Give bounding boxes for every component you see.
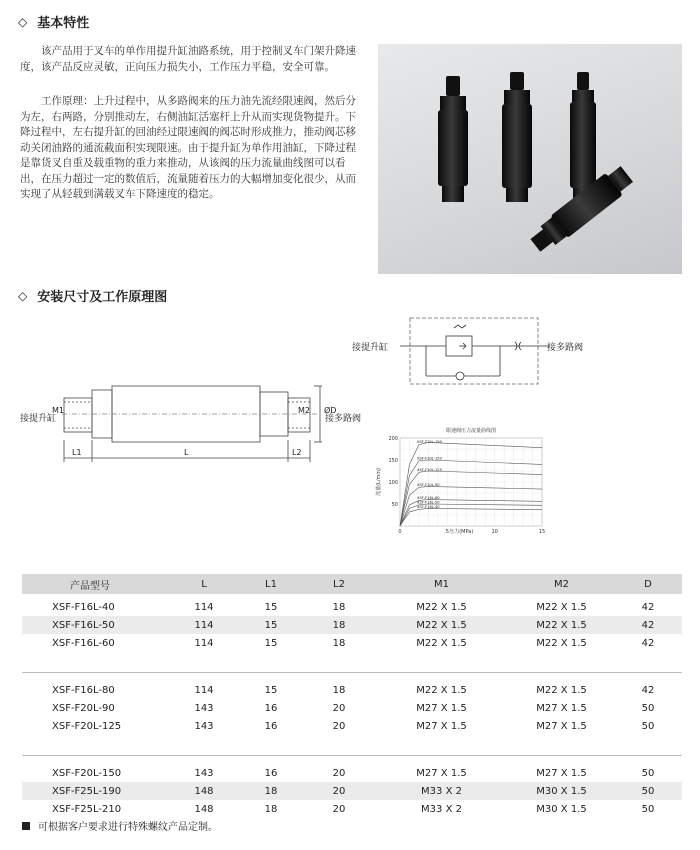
series-label: XSF-F20L-150	[417, 456, 442, 461]
x-axis-label: 压力(MPa)	[449, 529, 474, 535]
y-tick-label: 50	[391, 502, 398, 508]
x-tick-label: 15	[538, 529, 546, 535]
valve-1	[438, 76, 468, 202]
table-row: XSF-F20L-150 143 16 20 M27 X 1.5 M27 X 1.5 50	[52, 767, 655, 779]
table-row: XSF-F20L-125 143 16 20 M27 X 1.5 M27 X 1.5 50	[52, 720, 655, 732]
series-label: XSF-F16L-50	[417, 500, 440, 505]
schematic-left-port: 接提升缸	[352, 343, 389, 353]
x-tick-label: 0	[398, 529, 402, 535]
series-label: XSF-F25L-190	[417, 440, 442, 445]
col-d: D	[644, 578, 652, 590]
y-tick-label: 150	[388, 458, 398, 464]
drawing-left-port: 接提升缸	[20, 414, 57, 424]
hydraulic-schematic	[400, 314, 550, 388]
dim-l: L	[184, 448, 189, 457]
table-row: XSF-F16L-60 114 15 18 M22 X 1.5 M22 X 1.5 42	[52, 637, 655, 649]
diamond-icon: ◇	[18, 288, 28, 303]
dim-od: ØD	[324, 406, 337, 415]
series-label: XSF-F20L-125	[417, 467, 442, 472]
dim-l1: L1	[72, 448, 82, 457]
note-text: 可根据客户要求进行特殊螺纹产品定制。	[38, 822, 218, 833]
drawing-right-port: 接多路阀	[325, 414, 362, 424]
valve-2	[502, 72, 532, 202]
section-dimension-header	[18, 286, 167, 305]
diamond-icon: ◇	[18, 14, 28, 29]
y-tick-label: 100	[388, 480, 398, 486]
series-label: XSF-F16L-40	[417, 504, 440, 509]
section-title: 安装尺寸及工作原理图	[37, 290, 168, 305]
series-label: XSF-F16L-60	[417, 495, 440, 500]
section-title: 基本特性	[37, 16, 90, 31]
section-basic-header	[18, 12, 89, 31]
table-header	[22, 574, 682, 594]
schematic-right-port: 接多路阀	[547, 343, 584, 353]
table-row: XSF-F16L-80 114 15 18 M22 X 1.5 M22 X 1.5 42	[52, 684, 655, 696]
col-l1: L1	[265, 578, 277, 590]
col-m2: M2	[554, 578, 569, 590]
pressure-flow-chart	[372, 422, 552, 550]
table-row: XSF-F25L-190 148 18 20 M33 X 2 M30 X 1.5 50	[22, 782, 682, 800]
custom-note	[22, 818, 218, 833]
dim-m1: M1	[52, 406, 64, 415]
chart-title: 限速阀压力流量曲线图	[445, 428, 497, 434]
square-bullet-icon	[22, 822, 30, 830]
principle-paragraph: 工作原理：上升过程中，从多路阀来的压力油先流经限速阀，然后分为左，右两路，分别推动左，右侧油缸活塞杆上升从而实现货物提升。下降过程中，左右提升缸的回油经过限速阀的阀芯时形成推力，推动阀芯移动关闭油路的通流截面积实现限速。由于提升缸为单作用油缸，下降过程是靠货叉自重及载重物的重力来推动，从该阀的压力流量曲线图可以看出，在压力超过一定的数值后，流量随着压力的大幅增加变化很少，从而实现了从轻载到满载叉车下降速度的稳定。	[20, 95, 356, 200]
dim-m2: M2	[298, 406, 310, 415]
valve-3	[570, 72, 596, 202]
product-photo	[378, 44, 682, 274]
x-tick-label: 5	[445, 529, 449, 535]
x-tick-label: 10	[491, 529, 498, 535]
table-row: XSF-F20L-90 143 16 20 M27 X 1.5 M27 X 1.5 50	[52, 702, 655, 714]
col-model: 产品型号	[70, 580, 110, 592]
col-l2: L2	[333, 578, 345, 590]
spec-table	[22, 574, 682, 818]
table-row: XSF-F25L-210 148 18 20 M33 X 2 M30 X 1.5 50	[52, 803, 655, 815]
y-tick-label: 200	[388, 436, 398, 442]
dim-l2: L2	[292, 448, 302, 457]
intro-paragraph: 该产品用于叉车的单作用提升缸油路系统，用于控制叉车门架升降速度，该产品反应灵敏，正向压力损失小，工作压力平稳，安全可靠。	[20, 45, 356, 73]
dimension-drawing	[22, 370, 342, 470]
col-m1: M1	[434, 578, 449, 590]
y-axis-label: 流量(L/min)	[376, 468, 382, 496]
table-row: XSF-F16L-40 114 15 18 M22 X 1.5 M22 X 1.5 42	[52, 601, 655, 613]
series-label: XSF-F20L-90	[417, 482, 440, 487]
col-l: L	[201, 578, 207, 590]
table-row: XSF-F16L-50 114 15 18 M22 X 1.5 M22 X 1.5 42	[22, 616, 682, 634]
